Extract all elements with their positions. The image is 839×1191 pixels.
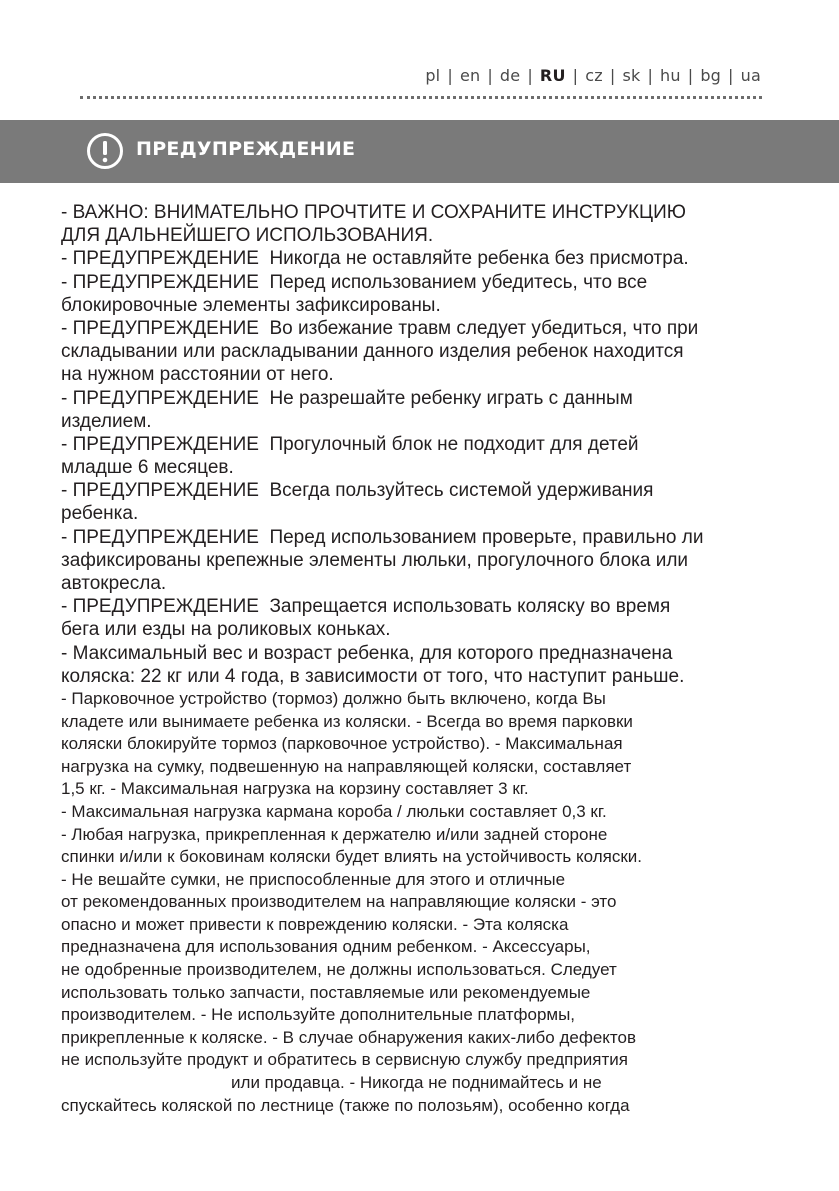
lang-hu[interactable]: hu (660, 66, 681, 85)
body-line-small: кладете или вынимаете ребенка из коляски. - Всегда во время парковки (61, 711, 633, 731)
body-line-small: коляски блокируйте тормоз (парковочное устройство). - Максимальная (61, 734, 623, 754)
warning-text-body (61, 201, 781, 1117)
body-line-small: спинки и/или к боковинам коляски будет влиять на устойчивость коляски. (61, 847, 642, 867)
lang-cz[interactable]: cz (585, 66, 603, 85)
body-line-small: - Не вешайте сумки, не приспособленные для этого и отличные (61, 869, 566, 889)
body-line-small: производителем. - Не используйте дополнительные платформы, (61, 1005, 576, 1025)
body-line: - ВАЖНО: ВНИМАТЕЛЬНО ПРОЧТИТЕ И СОХРАНИТЕ ИНСТРУКЦИЮ (61, 202, 686, 223)
lang-separator: | (647, 66, 654, 85)
body-line: младше 6 месяцев. (61, 457, 234, 479)
body-line-small: использовать только запчасти, поставляемые или рекомендуемые (61, 982, 591, 1002)
lang-separator: | (487, 66, 493, 85)
body-line: автокресла. (61, 573, 167, 594)
body-line: на нужном расстоянии от него. (61, 364, 334, 386)
body-line-small: опасно и может привести к повреждению коляски. - Эта коляска (61, 914, 569, 934)
body-line: - ПРЕДУПРЕЖДЕНИЕ Запрещается использовать коляску во время (61, 596, 671, 618)
warning-banner (0, 120, 839, 183)
lang-en[interactable]: en (459, 66, 481, 85)
body-line-small: спускайтесь коляской по лестнице (также по полозьям), особенно когда (61, 1095, 630, 1115)
body-line-small: прикрепленные к коляске. - В случае обнаружения каких-либо дефектов (61, 1027, 636, 1047)
body-line-small: предназначена для использования одним ребенком. - Аксессуары, (61, 937, 591, 957)
lang-separator: | (728, 66, 734, 85)
lang-separator: | (447, 66, 453, 85)
body-line: - ПРЕДУПРЕЖДЕНИЕ Не разрешайте ребенку играть с данным (61, 387, 633, 409)
body-line: коляска: 22 кг или 4 года, в зависимости от того, что наступит раньше. (61, 665, 685, 687)
body-line: блокировочные элементы зафиксированы. (61, 294, 441, 316)
body-line: - ПРЕДУПРЕЖДЕНИЕ Прогулочный блок не подходит для детей (61, 433, 639, 455)
body-line-small: 1,5 кг. - Максимальная нагрузка на корзину составляет 3 кг. (61, 779, 529, 799)
body-line-small: - Максимальная нагрузка кармана короба / люльки составляет 0,3 кг. (61, 801, 607, 821)
body-line: - ПРЕДУПРЕЖДЕНИЕ Во избежание травм следует убедиться, что при (61, 317, 699, 339)
body-line: - ПРЕДУПРЕЖДЕНИЕ Перед использованием убедитесь, что все (61, 271, 648, 293)
body-line-small: от рекомендованных производителем на направляющие коляски - это (61, 892, 617, 912)
body-line-small: - Любая нагрузка, прикрепленная к держателю и/или задней стороне (61, 824, 608, 844)
dotted-divider (80, 96, 762, 99)
body-line: - ПРЕДУПРЕЖДЕНИЕ Всегда пользуйтесь системой удерживания (61, 480, 654, 502)
lang-separator: | (527, 66, 533, 85)
language-selector (425, 66, 761, 85)
lang-separator: | (687, 66, 694, 85)
body-line-small: не используйте продукт и обратитесь в сервисную службу предприятия (61, 1050, 628, 1070)
body-line-small: - Парковочное устройство (тормоз) должно быть включено, когда Вы (61, 688, 606, 708)
body-line-small: не одобренные производителем, не должны использоваться. Следует (61, 960, 617, 980)
lang-separator: | (572, 66, 579, 85)
lang-sk[interactable]: sk (622, 66, 641, 85)
body-line-small: или продавца. - Никогда не поднимайтесь и не (61, 1073, 602, 1093)
lang-bg[interactable]: bg (700, 66, 722, 85)
lang-separator: | (609, 66, 616, 85)
lang-ua[interactable]: ua (740, 66, 761, 85)
banner-title: ПРЕДУПРЕЖДЕНИЕ (136, 138, 356, 160)
body-line: - ПРЕДУПРЕЖДЕНИЕ Никогда не оставляйте ребенка без присмотра. (61, 248, 689, 270)
body-line: - Максимальный вес и возраст ребенка, для которого предназначена (61, 642, 673, 664)
body-line: зафиксированы крепежные элементы люльки, прогулочного блока или (61, 549, 689, 571)
lang-pl[interactable]: pl (425, 66, 441, 85)
body-line: бега или езды на роликовых коньках. (61, 619, 391, 641)
body-line: - ПРЕДУПРЕЖДЕНИЕ Перед использованием проверьте, правильно ли (61, 526, 704, 548)
body-line-small: нагрузка на сумку, подвешенную на направляющей коляски, составляет (61, 756, 632, 776)
lang-de[interactable]: de (499, 66, 521, 85)
body-line: изделием. (61, 410, 152, 432)
body-line: ребенка. (61, 503, 139, 525)
body-line: складывании или раскладывании данного изделия ребенок находится (61, 341, 684, 363)
warning-exclamation-icon (86, 132, 124, 170)
body-line: ДЛЯ ДАЛЬНЕЙШЕГО ИСПОЛЬЗОВАНИЯ. (61, 225, 434, 247)
lang-ru-active[interactable]: RU (539, 66, 566, 85)
